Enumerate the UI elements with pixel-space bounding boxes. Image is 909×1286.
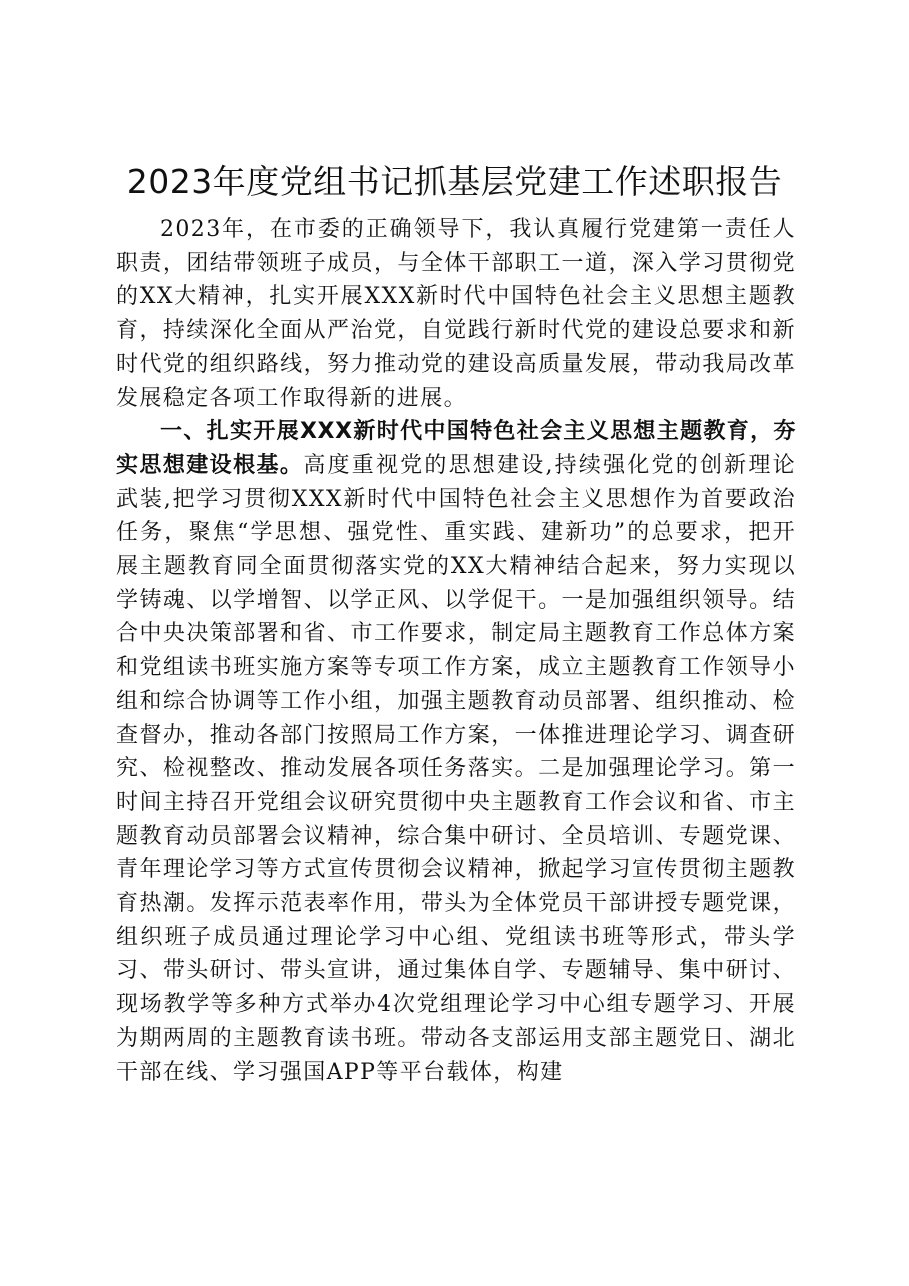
section-one-paragraph	[116, 415, 796, 1089]
intro-paragraph-text: 2023年，在市委的正确领导下，我认真履行党建第一责任人职责，团结带领班子成员，与全体干部职工一道，深入学习贯彻党的XX大精神，扎实开展XXX新时代中国特色社会主义思想主题教育，持续深化全面从严治党，自觉践行新时代党的建设总要求和新时代党的组织路线，努力推动党的建设高质量发展，带动我局改革发展稳定各项工作取得新的进展。	[116, 217, 796, 411]
document-title: 2023年度党组书记抓基层党建工作述职报告	[126, 162, 783, 201]
section-one-heading: 一、扎实开展XXX新时代中国特色社会主义思想主题教育，夯实思想建设根基。	[116, 419, 796, 478]
intro-paragraph	[116, 213, 796, 415]
document-body	[116, 213, 796, 1089]
section-one-text: 高度重视党的思想建设,持续强化党的创新理论武装,把学习贯彻XXX新时代中国特色社会主义思想作为首要政治任务，聚焦“学思想、强党性、重实践、建新功”的总要求，把开展主题教育同全面贯彻落实党的XX大精神结合起来，努力实现以学铸魂、以学增智、以学正风、以学促干。一是加强组织领导。结合中央决策部署和省、市工作要求，制定局主题教育工作总体方案和党组读书班实施方案等专项工作方案，成立主题教育工作领导小组和综合协调等工作小组，加强主题教育动员部署、组织推动、检查督办，推动各部门按照局工作方案，一体推进理论学习、调查研究、检视整改、推动发展各项任务落实。二是加强理论学习。第一时间主持召开党组会议研究贯彻中央主题教育工作会议和省、市主题教育动员部署会议精神，综合集中研讨、全员培训、专题党课、青年理论学习等方式宣传贯彻会议精神，掀起学习宣传贯彻主题教育热潮。发挥示范表率作用，带头为全体党员干部讲授专题党课，组织班子成员通过理论学习中心组、党组读书班等形式，带头学习、带头研讨、带头宣讲，通过集体自学、专题辅导、集中研讨、现场教学等多种方式举办4次党组理论学习中心组专题学习、开展为期两周的主题教育读书班。带动各支部运用支部主题党日、湖北干部在线、学习强国APP等平台载体，构建	[116, 452, 796, 1085]
